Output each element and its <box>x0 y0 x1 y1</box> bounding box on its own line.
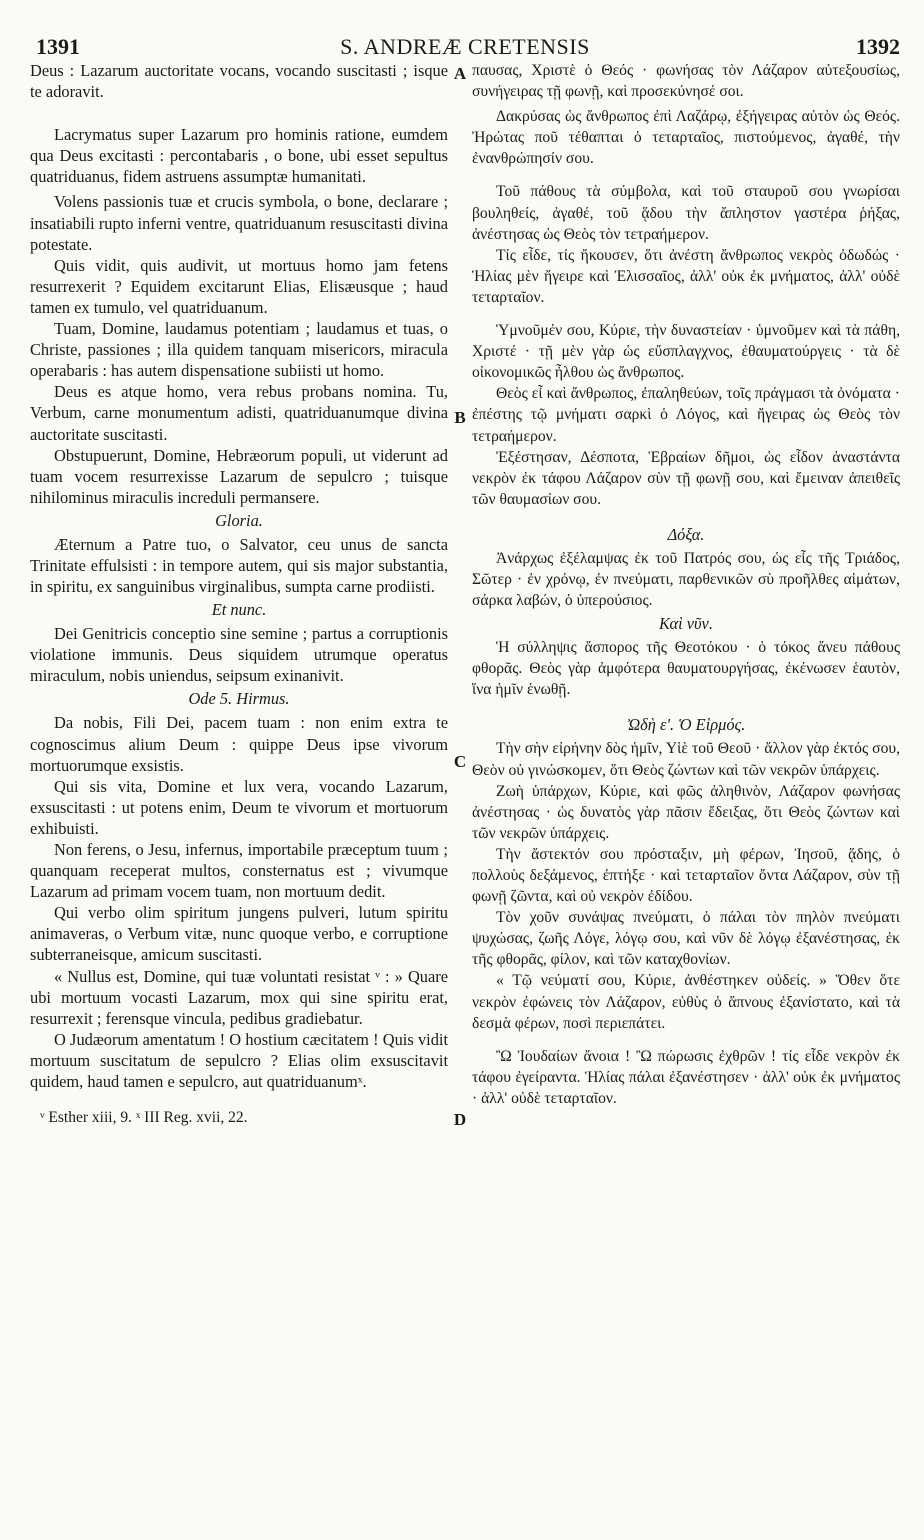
greek-paragraph: Ἡ σύλληψις ἄσπορος τῆς Θεοτόκου · ὁ τόκος ἄνευ πάθους φθορᾶς. Θεὸς γὰρ ἀμφότερα θαυματουργήσας, ἐκένωσεν ἑαυτὸν, ἵνα ἡμῖν ἑνωθῇ. <box>472 639 900 699</box>
section-heading-et-nunc: Et nunc. <box>211 600 267 620</box>
latin-paragraph: Quis vidit, quis audivit, ut mortuus homo jam fetens resurrexerit ? Equidem excitarunt Elias, Elisæusque ; haud tamen ex tumulo, vel quatriduanum. <box>30 255 448 317</box>
greek-paragraph: Τὴν σὴν εἰρήνην δὸς ἡμῖν, Υἱὲ τοῦ Θεοῦ · ἄλλον γὰρ ἐκτός σου, Θεὸν οὐ γινώσκομεν, ὅτι Θεὸς ζώντων καὶ τῶν νεκρῶν ὑπάρχεις. <box>472 740 900 779</box>
greek-paragraph: Τὴν ἄστεκτόν σου πρόσταξιν, μὴ φέρων, Ἰησοῦ, ᾅδης, ὁ πολλοὺς δεξάμενος, ἐπτήξε · καὶ τεταρταῖον ὄντα Λάζαρον, σὺν τῇ φωνῇ ζῶντα, καὶ οὐ νεκρὸν ἐδίδου. <box>472 845 900 906</box>
page-title: S. ANDREÆ CRETENSIS <box>340 34 590 59</box>
greek-paragraph: Θεὸς εἶ καὶ ἄνθρωπος, ἐπαληθεύων, τοῖς πράγμασι τὰ ὀνόματα · ἐπέστης τῷ μνήματι σαρκὶ ὁ Λόγος, καὶ ἤγειρας ὡς Θεὸς τὸν τετραήμερον. <box>472 385 900 445</box>
latin-paragraph: Deus es atque homo, vera rebus probans nomina. Tu, Verbum, carne monumentum adisti, quatriduanumque divina auctoritate suscitasti. <box>30 382 448 444</box>
latin-column <box>30 60 448 1128</box>
latin-paragraph: Tuam, Domine, laudamus potentiam ; laudamus et tuas, o Christe, passiones ; illa quidem tanquam misericors, miracula operabaris : has autem dispensatione subiisti ut homo. <box>30 319 448 381</box>
left-page-number: 1391 <box>36 34 80 59</box>
latin-paragraph: Dei Genitricis conceptio sine semine ; partus a corruptionis violatione immunis. Deus siquidem utrumque operatus miraculum, nobis uniendus, seipsum exinanivit. <box>30 624 448 686</box>
greek-paragraph: Ἐξέστησαν, Δέσποτα, Ἑβραίων δῆμοι, ὡς εἶδον ἀναστάντα νεκρὸν ἐκ τάφου Λάζαρον σὺν τῇ φωνῇ σου, καὶ ἔμειναν ἀπειθεῖς τῶν θαυμασίων σου. <box>472 448 900 508</box>
margin-letter-b: B <box>454 408 466 427</box>
greek-paragraph: Τίς εἶδε, τίς ἤκουσεν, ὅτι ἀνέστη ἄνθρωπος νεκρὸς ὀδωδώς · Ἡλίας μὲν ἤγειρε καὶ Ἐλισσαῖος, ἀλλ' οὐκ ἐκ μνήματος, ἀλλ' οὐδὲ τεταρταῖον. <box>472 246 900 306</box>
greek-paragraph: Τοῦ πάθους τὰ σύμβολα, καὶ τοῦ σταυροῦ σου γνωρίσαι βουληθείς, ἀγαθέ, τοῦ ᾅδου τὴν ἄπληστον γαστέρα ῥήξας, ἀνέστησας ὡς Θεὸς τὸν τετραήμερον. <box>472 183 900 243</box>
greek-paragraph: « Τῷ νεύματί σου, Κύριε, ἀνθέστηκεν οὐδείς. » Ὅθεν ὅτε νεκρὸν ἐφώνεις τὸν Λάζαρον, εὐθὺς ὁ ἄπνους ἐξανίστατο, καὶ τὰ δεσμὰ φέρων, ποσὶ περιεπάτει. <box>472 972 900 1032</box>
latin-paragraph: Æternum a Patre tuo, o Salvator, ceu unus de sancta Trinitate effulsisti : in tempore autem, qui sis major substantia, in spiritu, ex sanguinibus virginalibus, sumpta carne prodiisti. <box>30 534 448 597</box>
greek-paragraph: Δακρύσας ὡς ἄνθρωπος ἐπὶ Λαζάρῳ, ἐξήγειρας αὐτὸν ὡς Θεός. Ἠρώτας ποῦ τέθαπται ὁ τεταρταῖος, πιστούμενος, ἀγαθέ, τὴν ἐνανθρώπησίν σου. <box>472 108 900 168</box>
greek-paragraph: Ζωὴ ὑπάρχων, Κύριε, καὶ φῶς ἀληθινὸν, Λάζαρον φωνήσας ἀνέστησας · ὡς δυνατὸς γὰρ πᾶσιν ἔδειξας, ὅτι Θεὸς ζώντων καὶ τῶν νεκρῶν ὑπάρχεις. <box>472 782 900 842</box>
greek-column <box>472 60 900 1109</box>
section-heading-doxa: Δόξα. <box>667 524 705 544</box>
latin-paragraph: Deus : Lazarum auctoritate vocans, vocando suscitasti ; isque te adoravit. <box>30 61 448 102</box>
section-heading-kai-nyn: Καὶ νῦν. <box>659 614 713 634</box>
margin-letter-c: C <box>453 752 467 771</box>
latin-paragraph: Non ferens, o Jesu, infernus, importabile præceptum tuum ; quanquam receperat multos, consternatus est ; vivumque Lazarum ad primam vocem tuam, non mortuum dedit. <box>30 840 448 902</box>
footnote: ᵛ Esther xiii, 9. ˣ III Reg. xvii, 22. <box>40 1109 248 1127</box>
greek-paragraph: Ὑμνοῦμέν σου, Κύριε, τὴν δυναστείαν · ὑμνοῦμεν καὶ τὰ πάθη, Χριστέ · τῇ μὲν γὰρ ὡς εὔσπλαγχνος, ἐθαυματούργεις · τὰ δὲ οἰκονομικῶς ἦλθου ὡς ἄνθρωπος. <box>472 322 900 382</box>
greek-paragraph: Τὸν χοῦν συνάψας πνεύματι, ὁ πάλαι τὸν πηλὸν πνεύματι ψυχώσας, ζωῆς Λόγε, λόγῳ σου, καὶ νῦν δὲ λόγῳ ἐξανέστησας, ἐκ τῆς φθορᾶς, φίλον, καὶ τῶν καταχθονίων. <box>472 909 900 969</box>
latin-paragraph: Da nobis, Fili Dei, pacem tuam : non enim extra te cognoscimus alium Deum : quippe Deus ipse vivorum mortuorumque exsistis. <box>30 713 448 775</box>
section-heading-ode: Ode 5. Hirmus. <box>188 689 290 709</box>
latin-paragraph: Volens passionis tuæ et crucis symbola, o bone, declarare ; insatiabili rupto inferni ventre, quatriduanum resuscitasti divina potestate. <box>30 192 448 254</box>
latin-paragraph: Obstupuerunt, Domine, Hebræorum populi, ut viderunt ad tuam vocem resurrexisse Lazarum de sepulcro ; tuisque nihilominus miraculis increduli permansere. <box>30 445 448 507</box>
section-heading-gloria: Gloria. <box>215 510 263 530</box>
latin-paragraph: Qui sis vita, Domine et lux vera, vocando Lazarum, exsuscitasti : ut potens enim, Deum te vivorum et mortuorum exhibuisti. <box>30 776 448 838</box>
latin-paragraph: Qui verbo olim spiritum jungens pulveri, lutum spiritu animaveras, o Verbum vitæ, nunc quoque verbo, e corruptione subterraneisque, amicum suscitasti. <box>30 903 448 965</box>
greek-paragraph: Ὢ Ἰουδαίων ἄνοια ! Ὢ πώρωσις ἐχθρῶν ! τίς εἶδε νεκρὸν ἐκ τάφου ἐγείραντα. Ἡλίας πάλαι ἐξανέστησεν · ἀλλ' οὐκ ἐκ μνήματος · ἀλλ' οὐδὲ τεταρταῖον. <box>472 1047 900 1107</box>
greek-paragraph: Ἀνάρχως ἐξέλαμψας ἐκ τοῦ Πατρός σου, ὡς εἷς τῆς Τριάδος, Σῶτερ · ἐν χρόνῳ, ἐν πνεύματι, παρθενικῶν σὺ προῆλθες αἱμάτων, σάρκα λαβών, ὁ ὑπερούσιος. <box>472 549 900 610</box>
greek-paragraph: παυσας, Χριστὲ ὁ Θεός · φωνήσας τὸν Λάζαρον αὐτεξουσίως, συνήγειρας τῇ φωνῇ, καὶ προσεκύνησέ σοι. <box>472 62 900 101</box>
page-header <box>30 28 900 62</box>
margin-letter-d: D <box>453 1110 467 1129</box>
margin-letter-a: A <box>453 64 467 83</box>
section-heading-ode-greek: Ὠδὴ ε'. Ὁ Εἱρμός. <box>626 715 746 735</box>
latin-paragraph: Lacrymatus super Lazarum pro hominis ratione, eumdem qua Deus excitasti : percontabaris , o bone, ubi esset sepultus quatriduanus, fidem astruens assumptæ humanitati. <box>30 125 448 187</box>
right-page-number: 1392 <box>856 34 900 59</box>
latin-paragraph: O Judæorum amentatum ! O hostium cæcitatem ! Quis vidit mortuum suscitatum de sepulcro ? Elias olim exsuscitavit quidem, haud tamen e sepulcro, aut quatriduanumˣ. <box>30 1029 448 1092</box>
latin-paragraph: « Nullus est, Domine, qui tuæ voluntati resistat ᵛ : » Quare ubi mortuum vocasti Lazarum, mox qui sine spiritu erat, resurrexit ; ferensque vincula, pedibus gradiebatur. <box>30 966 448 1028</box>
